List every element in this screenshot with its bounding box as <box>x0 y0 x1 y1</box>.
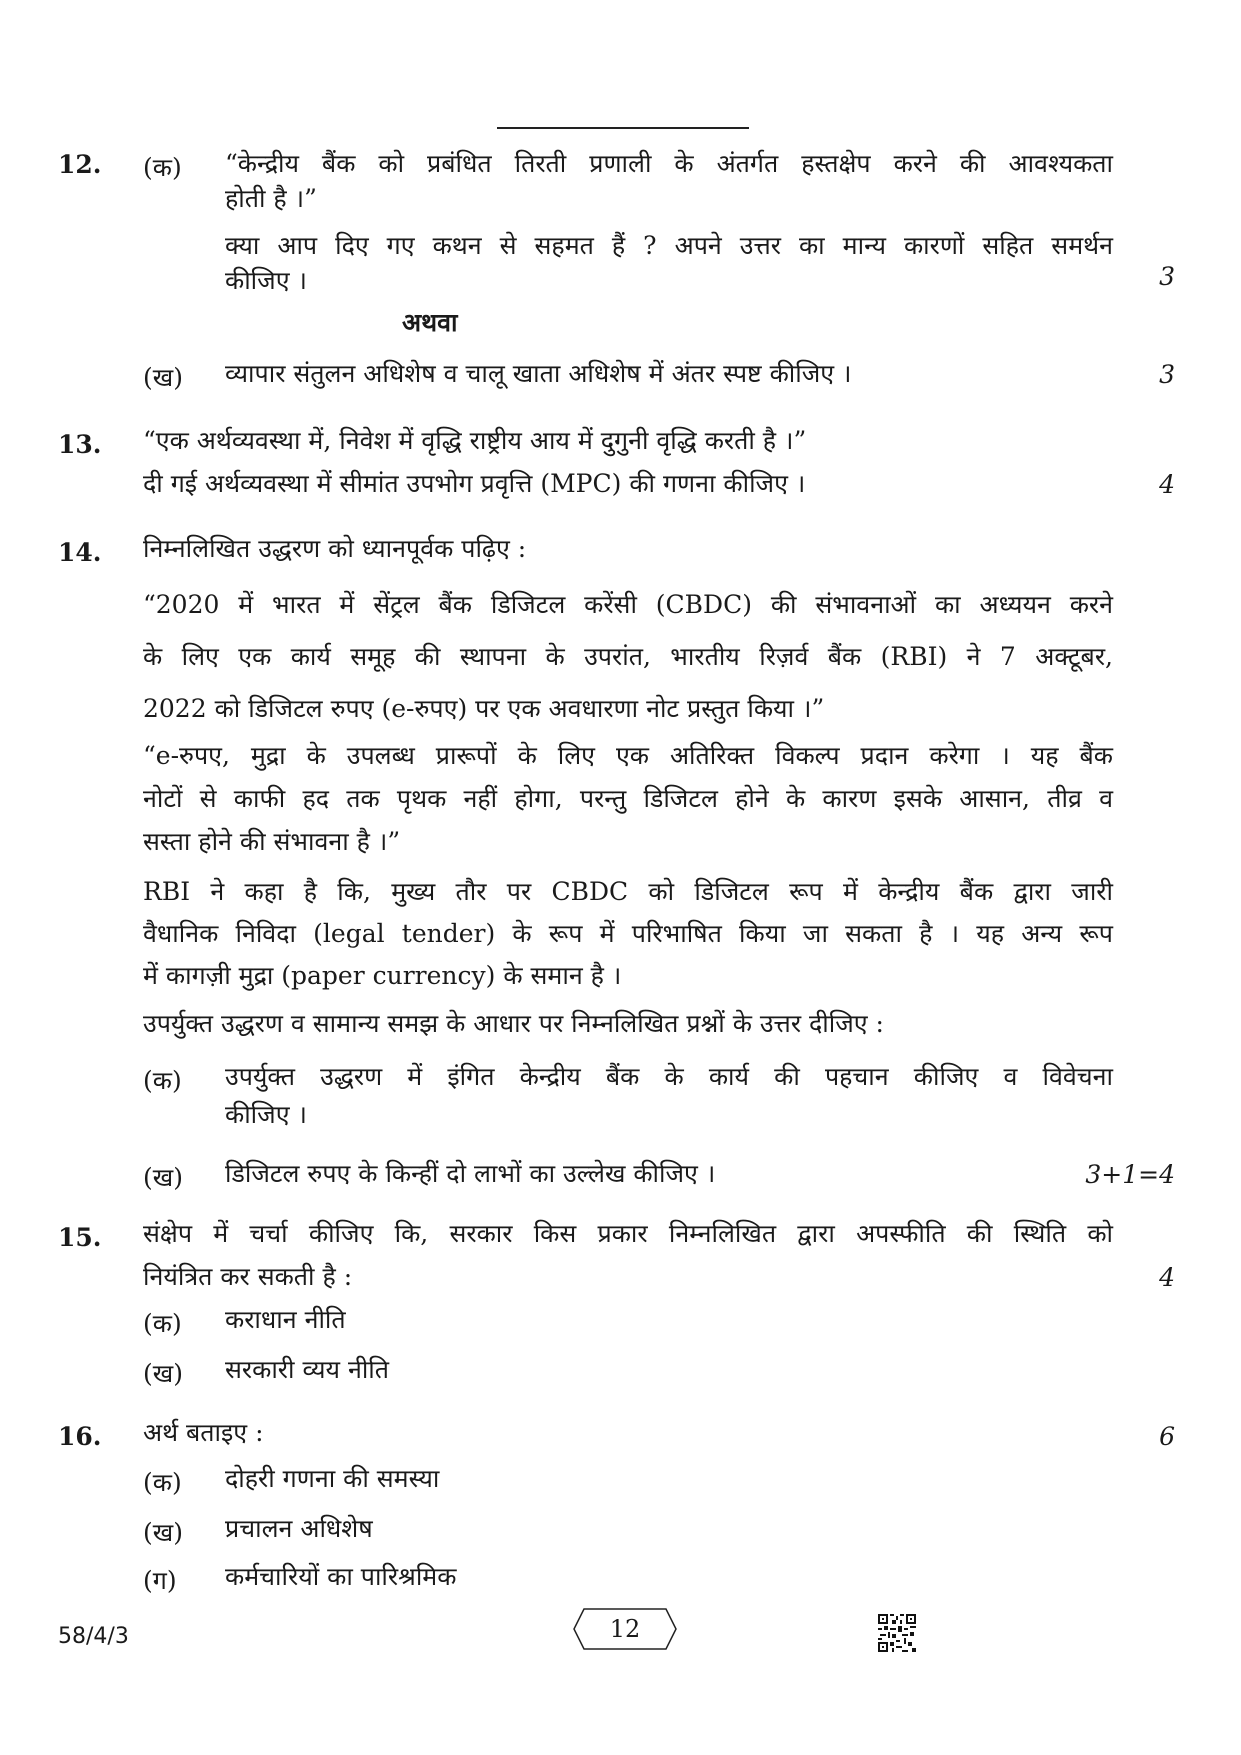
page-number-badge <box>572 1607 678 1651</box>
q15-marks: 4 <box>1159 1263 1175 1292</box>
q14-a-label: (क) <box>143 1066 182 1095</box>
qr-code-icon <box>878 1614 916 1652</box>
q15-b-label: (ख) <box>143 1359 183 1388</box>
q12-a-line2: होती है ।” <box>225 184 317 213</box>
q12-a-line3: क्या आप दिए गए कथन से सहमत हैं ? अपने उत्तर का मान्य कारणों सहित समर्थन <box>225 231 1113 260</box>
q16-c-label: (ग) <box>143 1566 177 1595</box>
q15-line1: संक्षेप में चर्चा कीजिए कि, सरकार किस प्रकार निम्नलिखित द्वारा अपस्फीति की स्थिति को <box>143 1219 1113 1248</box>
q12-a-line1: “केन्द्रीय बैंक को प्रबंधित तिरती प्रणाली के अंतर्गत हस्तक्षेप करने की आवश्यकता <box>225 149 1113 178</box>
q14-p3-line1: RBI ने कहा है कि, मुख्य तौर पर CBDC को डिजिटल रूप में केन्द्रीय बैंक द्वारा जारी <box>143 877 1113 906</box>
q14-p1-line2: के लिए एक कार्य समूह की स्थापना के उपरांत, भारतीय रिज़र्व बैंक (RBI) ने 7 अक्टूबर, <box>143 642 1113 671</box>
top-divider <box>497 127 749 129</box>
q14-number: 14. <box>58 538 102 567</box>
q12-a-marks: 3 <box>1159 262 1175 291</box>
q14-b-text: डिजिटल रुपए के किन्हीं दो लाभों का उल्लेख कीजिए । <box>225 1159 716 1188</box>
q14-instructions: उपर्युक्त उद्धरण व सामान्य समझ के आधार पर निम्नलिखित प्रश्नों के उत्तर दीजिए : <box>143 1009 884 1038</box>
q12-a-line4: कीजिए । <box>225 266 307 295</box>
q15-a-label: (क) <box>143 1309 182 1338</box>
q14-a-line2: कीजिए । <box>225 1100 307 1129</box>
q13-line1: “एक अर्थव्यवस्था में, निवेश में वृद्धि राष्ट्रीय आय में दुगुनी वृद्धि करती है ।” <box>143 426 807 455</box>
q14-p3-line3: में कागज़ी मुद्रा (paper currency) के समान है । <box>143 961 622 990</box>
q14-p2-line2: नोटों से काफी हद तक पृथक नहीं होगा, परन्तु डिजिटल होने के कारण इसके आसान, तीव्र व <box>143 784 1113 813</box>
q14-p1-line1: “2020 में भारत में सेंट्रल बैंक डिजिटल करेंसी (CBDC) की संभावनाओं का अध्ययन करने <box>143 590 1113 619</box>
q16-a-label: (क) <box>143 1468 182 1497</box>
q14-p3-line2: वैधानिक निविदा (legal tender) के रूप में परिभाषित किया जा सकता है । यह अन्य रूप <box>143 919 1113 948</box>
q14-marks: 3+1=4 <box>1085 1160 1175 1189</box>
q16-a-text: दोहरी गणना की समस्या <box>225 1464 440 1493</box>
page-number: 12 <box>609 1615 641 1643</box>
q15-number: 15. <box>58 1223 102 1252</box>
q12-a-label: (क) <box>143 153 182 182</box>
q16-c-text: कर्मचारियों का पारिश्रमिक <box>225 1562 457 1591</box>
q12-b-text: व्यापार संतुलन अधिशेष व चालू खाता अधिशेष में अंतर स्पष्ट कीजिए । <box>225 359 852 388</box>
q13-line2: दी गई अर्थव्यवस्था में सीमांत उपभोग प्रवृत्ति (MPC) की गणना कीजिए । <box>143 469 806 498</box>
q12-b-label: (ख) <box>143 363 183 392</box>
q13-marks: 4 <box>1159 470 1175 499</box>
q16-intro: अर्थ बताइए : <box>143 1418 264 1447</box>
q16-marks: 6 <box>1159 1422 1175 1451</box>
q14-a-line1: उपर्युक्त उद्धरण में इंगित केन्द्रीय बैंक के कार्य की पहचान कीजिए व विवेचना <box>225 1062 1113 1091</box>
q16-number: 16. <box>58 1422 102 1451</box>
q16-b-text: प्रचालन अधिशेष <box>225 1514 373 1543</box>
q14-b-label: (ख) <box>143 1163 183 1192</box>
q14-p1-line3: 2022 को डिजिटल रुपए (e-रुपए) पर एक अवधारणा नोट प्रस्तुत किया ।” <box>143 694 825 723</box>
paper-code: 58/4/3 <box>58 1624 129 1649</box>
q15-line2: नियंत्रित कर सकती है : <box>143 1262 353 1291</box>
q12-number: 12. <box>58 150 102 179</box>
q14-p2-line3: सस्ता होने की संभावना है ।” <box>143 827 401 856</box>
q13-number: 13. <box>58 430 102 459</box>
q15-a-text: कराधान नीति <box>225 1305 346 1334</box>
q16-b-label: (ख) <box>143 1518 183 1547</box>
q12-b-marks: 3 <box>1159 360 1175 389</box>
q14-p2-line1: “e-रुपए, मुद्रा के उपलब्ध प्रारूपों के लिए एक अतिरिक्त विकल्प प्रदान करेगा । यह बैंक <box>143 741 1113 770</box>
q14-intro: निम्नलिखित उद्धरण को ध्यानपूर्वक पढ़िए : <box>143 534 527 563</box>
q15-b-text: सरकारी व्यय नीति <box>225 1355 390 1384</box>
q12-or: अथवा <box>402 308 458 337</box>
